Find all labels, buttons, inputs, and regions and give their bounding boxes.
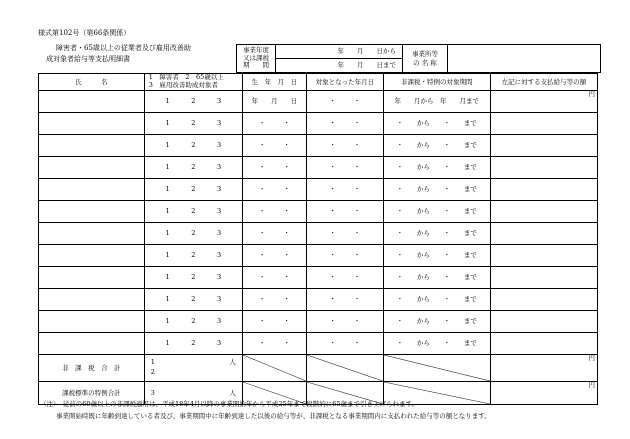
type-cell[interactable]: 1 2 3 (144, 333, 242, 355)
period-cell[interactable]: ・ から ・ まで (383, 267, 490, 289)
target-date-cell[interactable]: ・ ・ (306, 223, 383, 245)
type-cell[interactable]: 1 2 3 (144, 91, 242, 113)
birth-cell[interactable]: ・ ・ (242, 311, 306, 333)
period-cell[interactable]: 年 月から 年 月まで (383, 91, 490, 113)
amount-cell[interactable] (490, 333, 597, 355)
header-birth: 生 年 月 日 (242, 74, 306, 91)
target-date-cell[interactable]: ・ ・ (306, 157, 383, 179)
special-total-count[interactable]: 3 人 (144, 382, 242, 405)
target-date-cell[interactable]: ・ ・ (306, 333, 383, 355)
detail-table (38, 73, 598, 405)
target-date-cell[interactable]: ・ ・ (306, 245, 383, 267)
birth-cell[interactable]: ・ ・ (242, 333, 306, 355)
name-cell[interactable] (39, 267, 145, 289)
amount-cell[interactable] (490, 289, 597, 311)
header-type: 1 障害者 2 65歳以上 3 雇用改善助成対象者 (144, 74, 242, 91)
target-date-cell[interactable]: ・ ・ (306, 311, 383, 333)
birth-cell[interactable]: 年 月 日 (242, 91, 306, 113)
amount-cell[interactable] (490, 113, 597, 135)
birth-cell[interactable]: ・ ・ (242, 113, 306, 135)
type-cell[interactable]: 1 2 3 (144, 135, 242, 157)
type-cell[interactable]: 1 2 3 (144, 245, 242, 267)
target-date-cell[interactable]: ・ ・ (306, 179, 383, 201)
amount-cell[interactable]: 円 (490, 91, 597, 113)
table-row (39, 113, 598, 135)
table-row (39, 311, 598, 333)
amount-cell[interactable] (490, 201, 597, 223)
period-cell[interactable]: ・ から ・ まで (383, 179, 490, 201)
name-cell[interactable] (39, 311, 145, 333)
birth-cell[interactable]: ・ ・ (242, 135, 306, 157)
amount-cell[interactable] (490, 311, 597, 333)
note-line1: （注） 従前の60歳以上の非課税適用は、平成18年4月以降の事業開始年から平成25年まで段階的に65歳まで引き上げられます。 (40, 400, 418, 408)
special-total-amount[interactable]: 円 (490, 382, 597, 405)
table-row (39, 267, 598, 289)
special-total-label: 課税標準の特例合計 (39, 382, 145, 405)
type-cell[interactable]: 1 2 3 (144, 179, 242, 201)
name-cell[interactable] (39, 135, 145, 157)
diagonal-cell (383, 355, 490, 382)
header-name: 氏 名 (39, 74, 145, 91)
table-row (39, 223, 598, 245)
birth-cell[interactable]: ・ ・ (242, 223, 306, 245)
name-cell[interactable] (39, 289, 145, 311)
amount-cell[interactable] (490, 245, 597, 267)
amount-cell[interactable] (490, 179, 597, 201)
table-row (39, 135, 598, 157)
office-name-field[interactable] (448, 45, 601, 73)
note-line2: 事業開始時既に年齢到達している者及び、事業期間中に年齢到達した以後の給与等が、非課税となる事業期間内に支払われた給与等の額となります。 (56, 412, 491, 420)
period-from: 年 月 日から (276, 45, 403, 59)
type-cell[interactable]: 1 2 3 (144, 289, 242, 311)
type-cell[interactable]: 1 2 3 (144, 157, 242, 179)
form-title-line2: 成対象者給与等支払明細書 (46, 55, 130, 63)
name-cell[interactable] (39, 223, 145, 245)
target-date-cell[interactable]: ・ ・ (306, 289, 383, 311)
birth-cell[interactable]: ・ ・ (242, 201, 306, 223)
table-row (39, 91, 598, 113)
type-cell[interactable]: 1 2 3 (144, 113, 242, 135)
name-cell[interactable] (39, 245, 145, 267)
amount-cell[interactable] (490, 223, 597, 245)
period-label: 事業年度 又は課税 期 間 (237, 45, 276, 73)
nontax-total-label: 非 課 税 合 計 (39, 355, 145, 382)
diagonal-cell (306, 355, 383, 382)
target-date-cell[interactable]: ・ ・ (306, 201, 383, 223)
period-cell[interactable]: ・ から ・ まで (383, 333, 490, 355)
type-cell[interactable]: 1 2 3 (144, 201, 242, 223)
table-row (39, 157, 598, 179)
target-date-cell[interactable]: ・ ・ (306, 113, 383, 135)
target-date-cell[interactable]: ・ ・ (306, 267, 383, 289)
period-cell[interactable]: ・ から ・ まで (383, 289, 490, 311)
header-period: 非課税・特例の対象期間 (383, 74, 490, 91)
period-cell[interactable]: ・ から ・ まで (383, 245, 490, 267)
table-row (39, 333, 598, 355)
header-target: 対象となった年月日 (306, 74, 383, 91)
table-row (39, 201, 598, 223)
amount-cell[interactable] (490, 135, 597, 157)
period-cell[interactable]: ・ から ・ まで (383, 135, 490, 157)
birth-cell[interactable]: ・ ・ (242, 289, 306, 311)
amount-cell[interactable] (490, 267, 597, 289)
birth-cell[interactable]: ・ ・ (242, 157, 306, 179)
name-cell[interactable] (39, 333, 145, 355)
office-label: 事業所等 の 名 称 (403, 45, 448, 73)
name-cell[interactable] (39, 157, 145, 179)
name-cell[interactable] (39, 91, 145, 113)
birth-cell[interactable]: ・ ・ (242, 179, 306, 201)
target-date-cell[interactable]: ・ ・ (306, 91, 383, 113)
period-cell[interactable]: ・ から ・ まで (383, 201, 490, 223)
nontax-total-amount[interactable]: 円 (490, 355, 597, 382)
diagonal-cell (242, 355, 306, 382)
table-row (39, 179, 598, 201)
name-cell[interactable] (39, 179, 145, 201)
form-title-line1: 障害者・65歳以上の従業者及び雇用改善助 (56, 44, 191, 52)
form-number: 様式第102号（第66条関係） (38, 29, 131, 37)
nontax-total-count[interactable]: 1 人 2 (144, 355, 242, 382)
amount-cell[interactable] (490, 157, 597, 179)
type-cell[interactable]: 1 2 3 (144, 267, 242, 289)
period-cell[interactable]: ・ から ・ まで (383, 223, 490, 245)
type-cell[interactable]: 1 2 3 (144, 311, 242, 333)
birth-cell[interactable]: ・ ・ (242, 267, 306, 289)
target-date-cell[interactable]: ・ ・ (306, 135, 383, 157)
period-box (236, 44, 601, 73)
period-to: 年 月 日まで (276, 59, 403, 73)
header-amount: 左記に対する支払給与等の額 (490, 74, 597, 91)
period-cell[interactable]: ・ から ・ まで (383, 311, 490, 333)
table-row (39, 289, 598, 311)
name-cell[interactable] (39, 201, 145, 223)
type-cell[interactable]: 1 2 3 (144, 223, 242, 245)
name-cell[interactable] (39, 113, 145, 135)
period-cell[interactable]: ・ から ・ まで (383, 157, 490, 179)
table-row (39, 245, 598, 267)
period-cell[interactable]: ・ から ・ まで (383, 113, 490, 135)
birth-cell[interactable]: ・ ・ (242, 245, 306, 267)
